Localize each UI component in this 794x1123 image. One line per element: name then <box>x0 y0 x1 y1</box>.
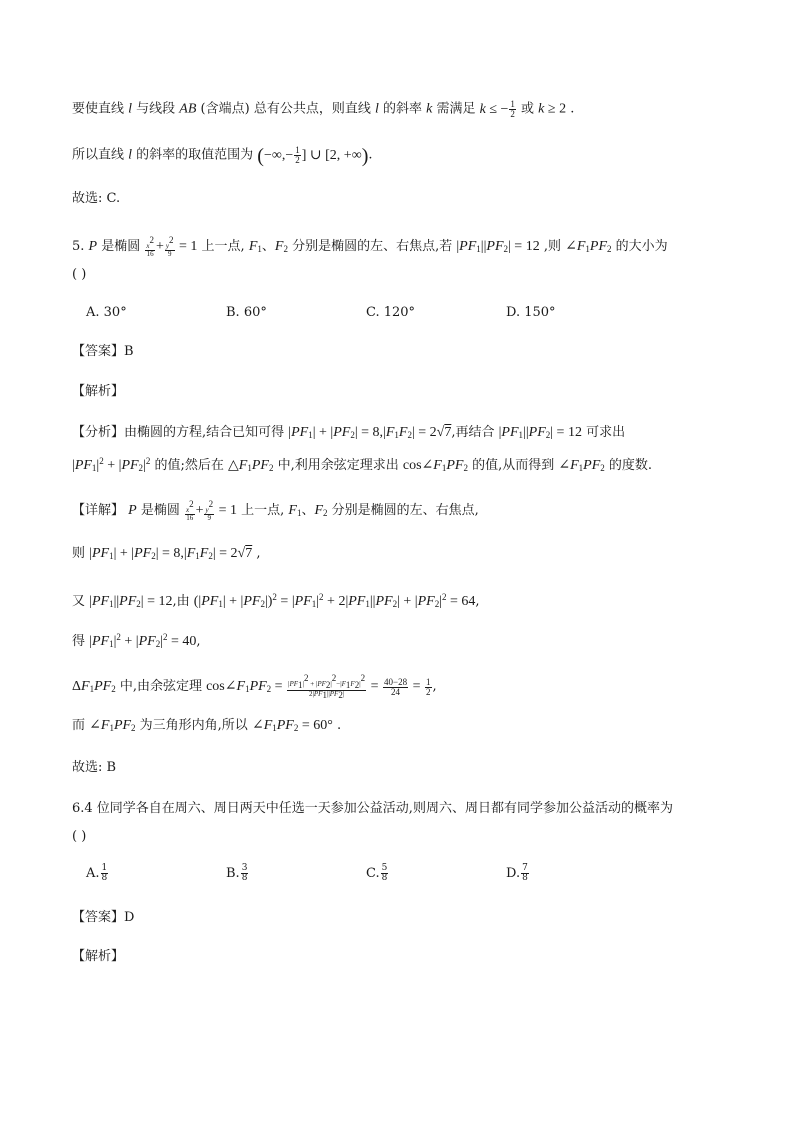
option-b: B. 60° <box>226 305 267 320</box>
q6-answer-label: 【答案】D <box>72 910 135 925</box>
option-c: C. 120° <box>366 305 416 320</box>
step-5: 而 $\angle F_1PF_2$ 为三角形内角,所以 $\angle F_1PF_2 = 60^\circ$ . <box>72 718 342 733</box>
option-a: A. 30° <box>86 305 127 320</box>
question-5-paren: ( ) <box>72 267 87 282</box>
detail-line: 【详解】 P 是椭圆 $\frac{x^2}{16}$ + $\frac{y^2}{9}$ = 1 上一点, $F_1$、$F_2$ 分别是椭圆的左、右焦点, <box>72 499 479 522</box>
q6-option-d: D. $\frac{7}{8}$ <box>506 863 528 883</box>
analysis-label: 【解析】 <box>72 384 125 399</box>
q6-option-c: C. $\frac{5}{8}$ <box>366 863 388 883</box>
step-2: 又 $|PF_1||PF_2| = 12$,由 $(|PF_1| + |PF_2|)^2 = |PF_1|^2 + 2|PF_1||PF_2| + |PF_2|^2 = 64$, <box>72 592 480 609</box>
question-6-paren: ( ) <box>72 829 87 844</box>
fenxi-line-2: $|PF_1|^2 + |PF_2|^2$ 的值;然后在 $\triangle F_1PF_2$ 中,利用余弦定理求出 $\cos\angle F_1PF_2$ 的值,从而得到 $\angle F_1PF_2$ 的度数. <box>72 456 653 473</box>
q6-analysis-label: 【解析】 <box>72 949 125 964</box>
text-line-slope-range: 所以直线 l 的斜率的取值范围为 (−∞,− $\frac{1}{2}$ ] ∪ [2, +∞). <box>72 144 373 167</box>
step-4-cosine: $\Delta F_1PF_2$ 中,由余弦定理 $\cos\angle F_1PF_2$ = $\frac{|PF_1|^2 + |PF_2|^2-|F_1F_2|^2}{2|PF_1||PF_2|}$ = $\frac{40-28}{24}$ = $\frac{1}{2}$ , <box>72 673 437 700</box>
select-b: 故选: B <box>72 760 117 775</box>
fenxi-line-1: 【分析】由椭圆的方程,结合已知可得 $|PF_1| + |PF_2| = 8,|F_1F_2| = 2√7$,再结合 $|PF_1||PF_2| = 12$ 可求出 <box>72 425 626 440</box>
step-3: 得 $|PF_1|^2 + |PF_2|^2 = 40$, <box>72 632 201 649</box>
option-d: D. 150° <box>506 305 556 320</box>
question-5-stem: 5. P 是椭圆 $\frac{x^2}{16}$ + $\frac{y^2}{9}$ = 1 上一点, $F_1$、$F_2$ 分别是椭圆的左、右焦点,若 $|PF_1||PF_2| = 12$ ,则 $\angle F_1PF_2$ 的大小为 <box>72 235 668 258</box>
q6-option-a: A. $\frac{1}{8}$ <box>86 863 108 883</box>
text-line-choice-c: 故选: C. <box>72 191 121 206</box>
text-line-slope-condition: 要使直线 l 与线段 AB (含端点) 总有公共点，则直线 l 的斜率 k 需满足 k ≤ − $\frac{1}{2}$ 或 k ≥ 2 . <box>72 99 575 119</box>
answer-label: 【答案】B <box>72 344 134 359</box>
step-1: 则 $|PF_1| + |PF_2| = 8,|F_1F_2| = 2√7$ , <box>72 546 261 561</box>
question-6-stem: 6.4 位同学各自在周六、周日两天中任选一天参加公益活动,则周六、周日都有同学参加公益活动的概率为 <box>72 801 673 816</box>
q6-option-b: B. $\frac{3}{8}$ <box>226 863 248 883</box>
